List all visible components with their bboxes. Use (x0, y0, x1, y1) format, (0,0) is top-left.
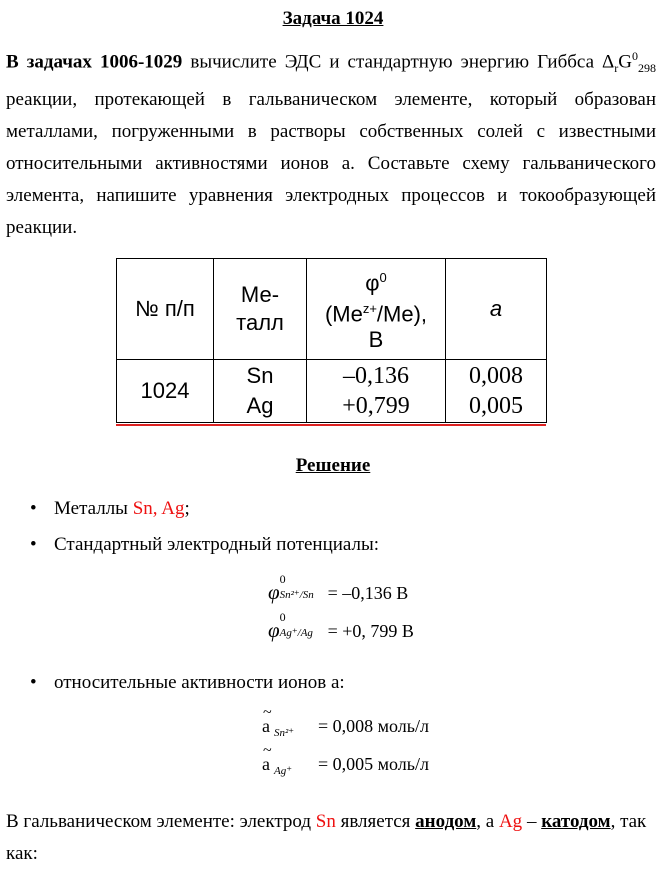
cell-num: 1024 (117, 360, 214, 423)
table-header-row (117, 259, 547, 360)
bullet-potentials (30, 534, 379, 556)
solution-title: Решение (295, 455, 371, 476)
closing-cathode: катодом (541, 811, 611, 832)
table-row (117, 360, 547, 423)
closing-sn: Sn (315, 811, 336, 832)
closing-text-4: – (522, 811, 542, 832)
a-tilde-symbol: ~ a (262, 704, 272, 736)
task-range: В задачах 1006-1029 (6, 51, 183, 73)
header-metal (214, 259, 307, 360)
phi-sn-value: = –0,136 В (327, 583, 409, 603)
data-table (116, 258, 547, 423)
formula-phi-ag (268, 610, 414, 643)
phi-ag-value: = +0, 799 В (327, 621, 414, 641)
cell-metal-sn: Sn (246, 363, 274, 388)
task-statement (6, 40, 656, 244)
header-num-label: № п/п (135, 296, 195, 321)
cell-phi-ag: +0,799 (342, 393, 410, 419)
closing-text-2: является (335, 811, 416, 832)
task-title: Задача 1024 (282, 8, 384, 29)
bullet-dot-icon: • (30, 498, 37, 519)
header-metal-line1: Ме- (240, 282, 280, 307)
bullet-potentials-text: Стандартный электродный потенциалы: (54, 534, 380, 555)
phi-sn-indices: 0 Sn²⁺/Sn (279, 572, 314, 601)
bullet-activities (30, 672, 345, 694)
closing-text-3: , а (476, 811, 499, 832)
statement-text-1: вычислите ЭДС и стандартную энергию Гиббса Δ (182, 51, 615, 73)
cell-activity-sn: 0,008 (469, 363, 523, 389)
closing-anode: анодом (415, 811, 477, 832)
bullet-metals-names: Sn, Ag (132, 498, 185, 519)
a-ag-value: = 0,005 моль/л (318, 754, 429, 774)
bullet-metals (30, 498, 190, 520)
closing-ag: Ag (498, 811, 523, 832)
formula-phi-sn (268, 572, 409, 605)
gibbs-g: G (618, 51, 633, 73)
a-tilde-symbol: ~ a (262, 742, 272, 774)
bullet-metals-suffix: ; (184, 498, 190, 519)
phi-symbol: φ (268, 580, 280, 604)
formula-a-ag (262, 742, 429, 778)
formula-a-sn (262, 704, 429, 740)
bullet-dot-icon: • (30, 534, 37, 555)
a-ag-indices: Ag⁺ (274, 765, 293, 777)
header-num (117, 259, 214, 360)
closing-text-5: , так как: (6, 811, 647, 864)
cell-activity (446, 360, 547, 423)
header-phi-symbol: $\varphi^0$ (365, 269, 387, 295)
header-phi-unit: В (368, 327, 384, 353)
gibbs-sub-r: r (614, 61, 619, 76)
a-sn-value: = 0,008 моль/л (318, 716, 429, 736)
red-underline (116, 424, 546, 426)
bullet-dot-icon: • (30, 672, 37, 693)
gibbs-sup-0: 0 (632, 49, 639, 63)
cell-phi-sn: –0,136 (343, 363, 409, 389)
a-sn-indices: Sn²⁺ (274, 727, 295, 739)
header-phi-pair: $(Me^{z+}/Me)$, (324, 301, 428, 327)
cell-activity-ag: 0,005 (469, 393, 523, 419)
gibbs-sub-298: 298 (638, 61, 657, 76)
closing-paragraph (6, 806, 662, 870)
header-activity (446, 259, 547, 360)
cell-metal-ag: Ag (246, 393, 274, 418)
data-table-wrap (116, 258, 547, 423)
phi-symbol: φ (268, 618, 280, 642)
bullet-metals-prefix: Металлы (54, 498, 133, 519)
bullet-activities-text: относительные активности ионов а: (54, 672, 345, 693)
cell-phi (307, 360, 446, 423)
phi-ag-indices: 0 Ag⁺/Ag (279, 610, 313, 639)
header-phi (307, 259, 446, 360)
cell-metals (214, 360, 307, 423)
closing-text-1: В гальваническом элементе: электрод (6, 811, 316, 832)
statement-text-2: реакции, протекающей в гальваническом элементе, который образован металлами, погруженными в растворы собственных солей с известными относительными активностями ионов а. Составьте схему гальванического элемента, напишите уравнения электродных процессов и токообразующей реакции. (6, 89, 656, 239)
header-activity-label: a (489, 296, 503, 321)
header-metal-line2: талл (236, 310, 284, 335)
